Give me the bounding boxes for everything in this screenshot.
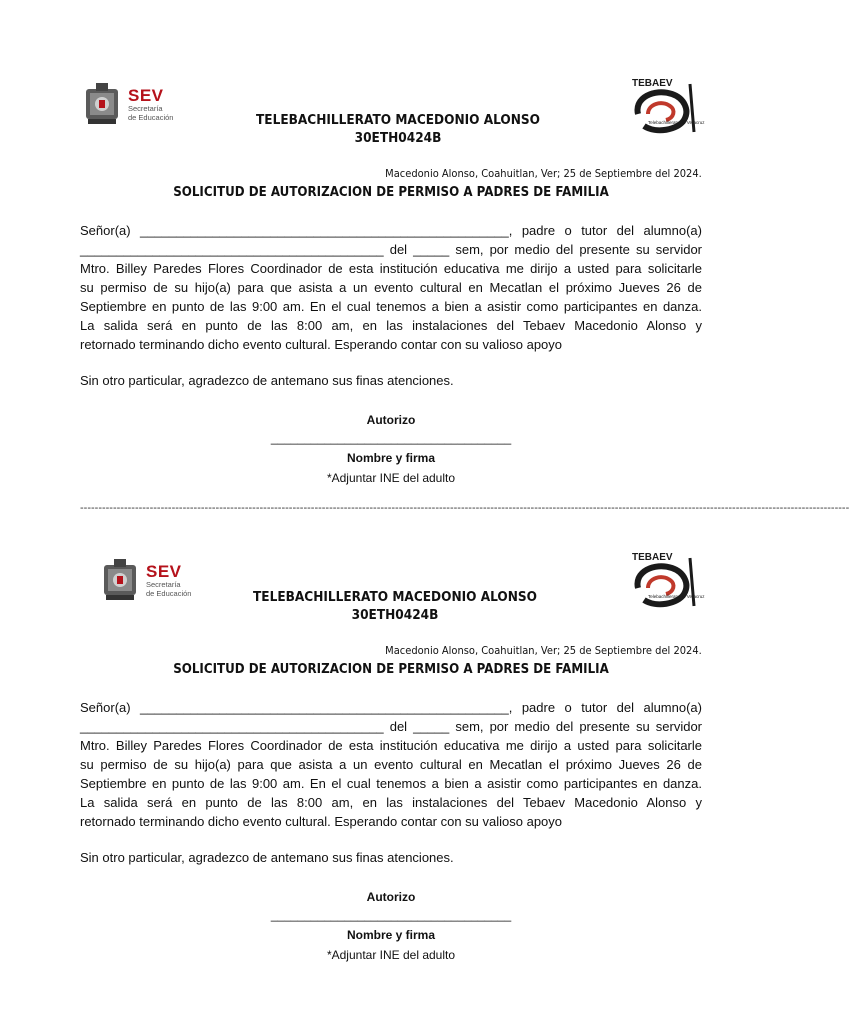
sev-logo-name: SEV [146, 561, 182, 581]
body-line: Mtro. Billey Paredes Flores Coordinador de esta institución educativa me dirijo a usted para solicitarle [80, 738, 702, 753]
name-sign-label: Nombre y firma [346, 928, 436, 942]
body-line: Señor(a) ___________________________________________________, padre o tutor del alumno(a) [80, 700, 702, 715]
date-line: Macedonio Alonso, Coahuitlan, Ver; 25 de Septiembre del 2024. [385, 167, 702, 180]
sev-logo-sub-1: Secretaría [128, 103, 163, 113]
body-line: Mtro. Billey Paredes Flores Coordinador de esta institución educativa me dirijo a usted para solicitarle [80, 261, 702, 276]
body-line: Señor(a) ___________________________________________________, padre o tutor del alumno(a) [80, 223, 702, 238]
body-line: La salida será en punto de las 8:00 am, en las instalaciones del Tebaev Macedonio Alonso y [80, 795, 702, 810]
body-line: retornado terminando dicho evento cultural. Esperando contar con su valioso apoyo [80, 337, 563, 352]
letter-body [80, 221, 702, 354]
school-name: TELEBACHILLERATO MACEDONIO ALONSO [252, 589, 538, 605]
school-code: 30ETH0424B [351, 607, 439, 623]
body-line: La salida será en punto de las 8:00 am, en las instalaciones del Tebaev Macedonio Alonso y [80, 318, 702, 333]
signature-line: ____________________________________ [270, 431, 512, 445]
tebaev-logo-sub: Telebachillerato de Veracruz [648, 120, 705, 125]
authorize-label: Autorizo [366, 890, 416, 904]
closing-text: Sin otro particular, agradezco de antemano sus finas atenciones. [80, 373, 454, 388]
form-heading: SOLICITUD DE AUTORIZACION DE PERMISO A PADRES DE FAMILIA [173, 661, 609, 677]
signature-line: ____________________________________ [270, 908, 512, 922]
date-line: Macedonio Alonso, Coahuitlan, Ver; 25 de Septiembre del 2024. [385, 644, 702, 657]
school-code: 30ETH0424B [354, 130, 442, 146]
signature-block [0, 887, 782, 965]
body-line: Septiembre en punto de las 9:00 am. En el cual tenemos a bien a asistir como participantes en danza. [80, 776, 702, 791]
authorize-label: Autorizo [366, 413, 416, 427]
school-name: TELEBACHILLERATO MACEDONIO ALONSO [255, 112, 541, 128]
sev-logo-sub-1: Secretaría [146, 579, 181, 589]
body-line: __________________________________________ del _____ sem, por medio del presente su servidor [80, 719, 702, 734]
tebaev-logo-sub: Telebachillerato de Veracruz [648, 594, 705, 599]
school-title [40, 111, 756, 147]
attach-note: *Adjuntar INE del adulto [326, 948, 456, 962]
tebaev-logo-name: TEBAEV [632, 78, 673, 89]
body-line: retornado terminando dicho evento cultural. Esperando contar con su valioso apoyo [80, 814, 563, 829]
signature-block [0, 410, 782, 488]
form-heading: SOLICITUD DE AUTORIZACION DE PERMISO A PADRES DE FAMILIA [173, 184, 609, 200]
closing-text: Sin otro particular, agradezco de antemano sus finas atenciones. [80, 850, 454, 865]
body-line: su permiso de su hijo(a) para que asista a un evento cultural en Mecatlan el próximo Jueves 26 de [80, 280, 702, 295]
body-line: su permiso de su hijo(a) para que asista a un evento cultural en Mecatlan el próximo Jueves 26 de [80, 757, 702, 772]
school-title [37, 588, 753, 624]
letter-body [80, 698, 702, 831]
body-line: Septiembre en punto de las 9:00 am. En el cual tenemos a bien a asistir como participantes en danza. [80, 299, 702, 314]
tebaev-logo-name: TEBAEV [632, 552, 673, 563]
cut-line-separator: ------------------------------------------------------------------------------------------------------------------------------------------------------------------------------------------------------------------ [80, 502, 849, 514]
sev-logo-sub-2: de Educación [146, 588, 192, 598]
sev-logo-sub-2: de Educación [128, 112, 174, 122]
attach-note: *Adjuntar INE del adulto [326, 471, 456, 485]
name-sign-label: Nombre y firma [346, 451, 436, 465]
sev-logo-name: SEV [128, 85, 164, 105]
body-line: __________________________________________ del _____ sem, por medio del presente su servidor [80, 242, 702, 257]
